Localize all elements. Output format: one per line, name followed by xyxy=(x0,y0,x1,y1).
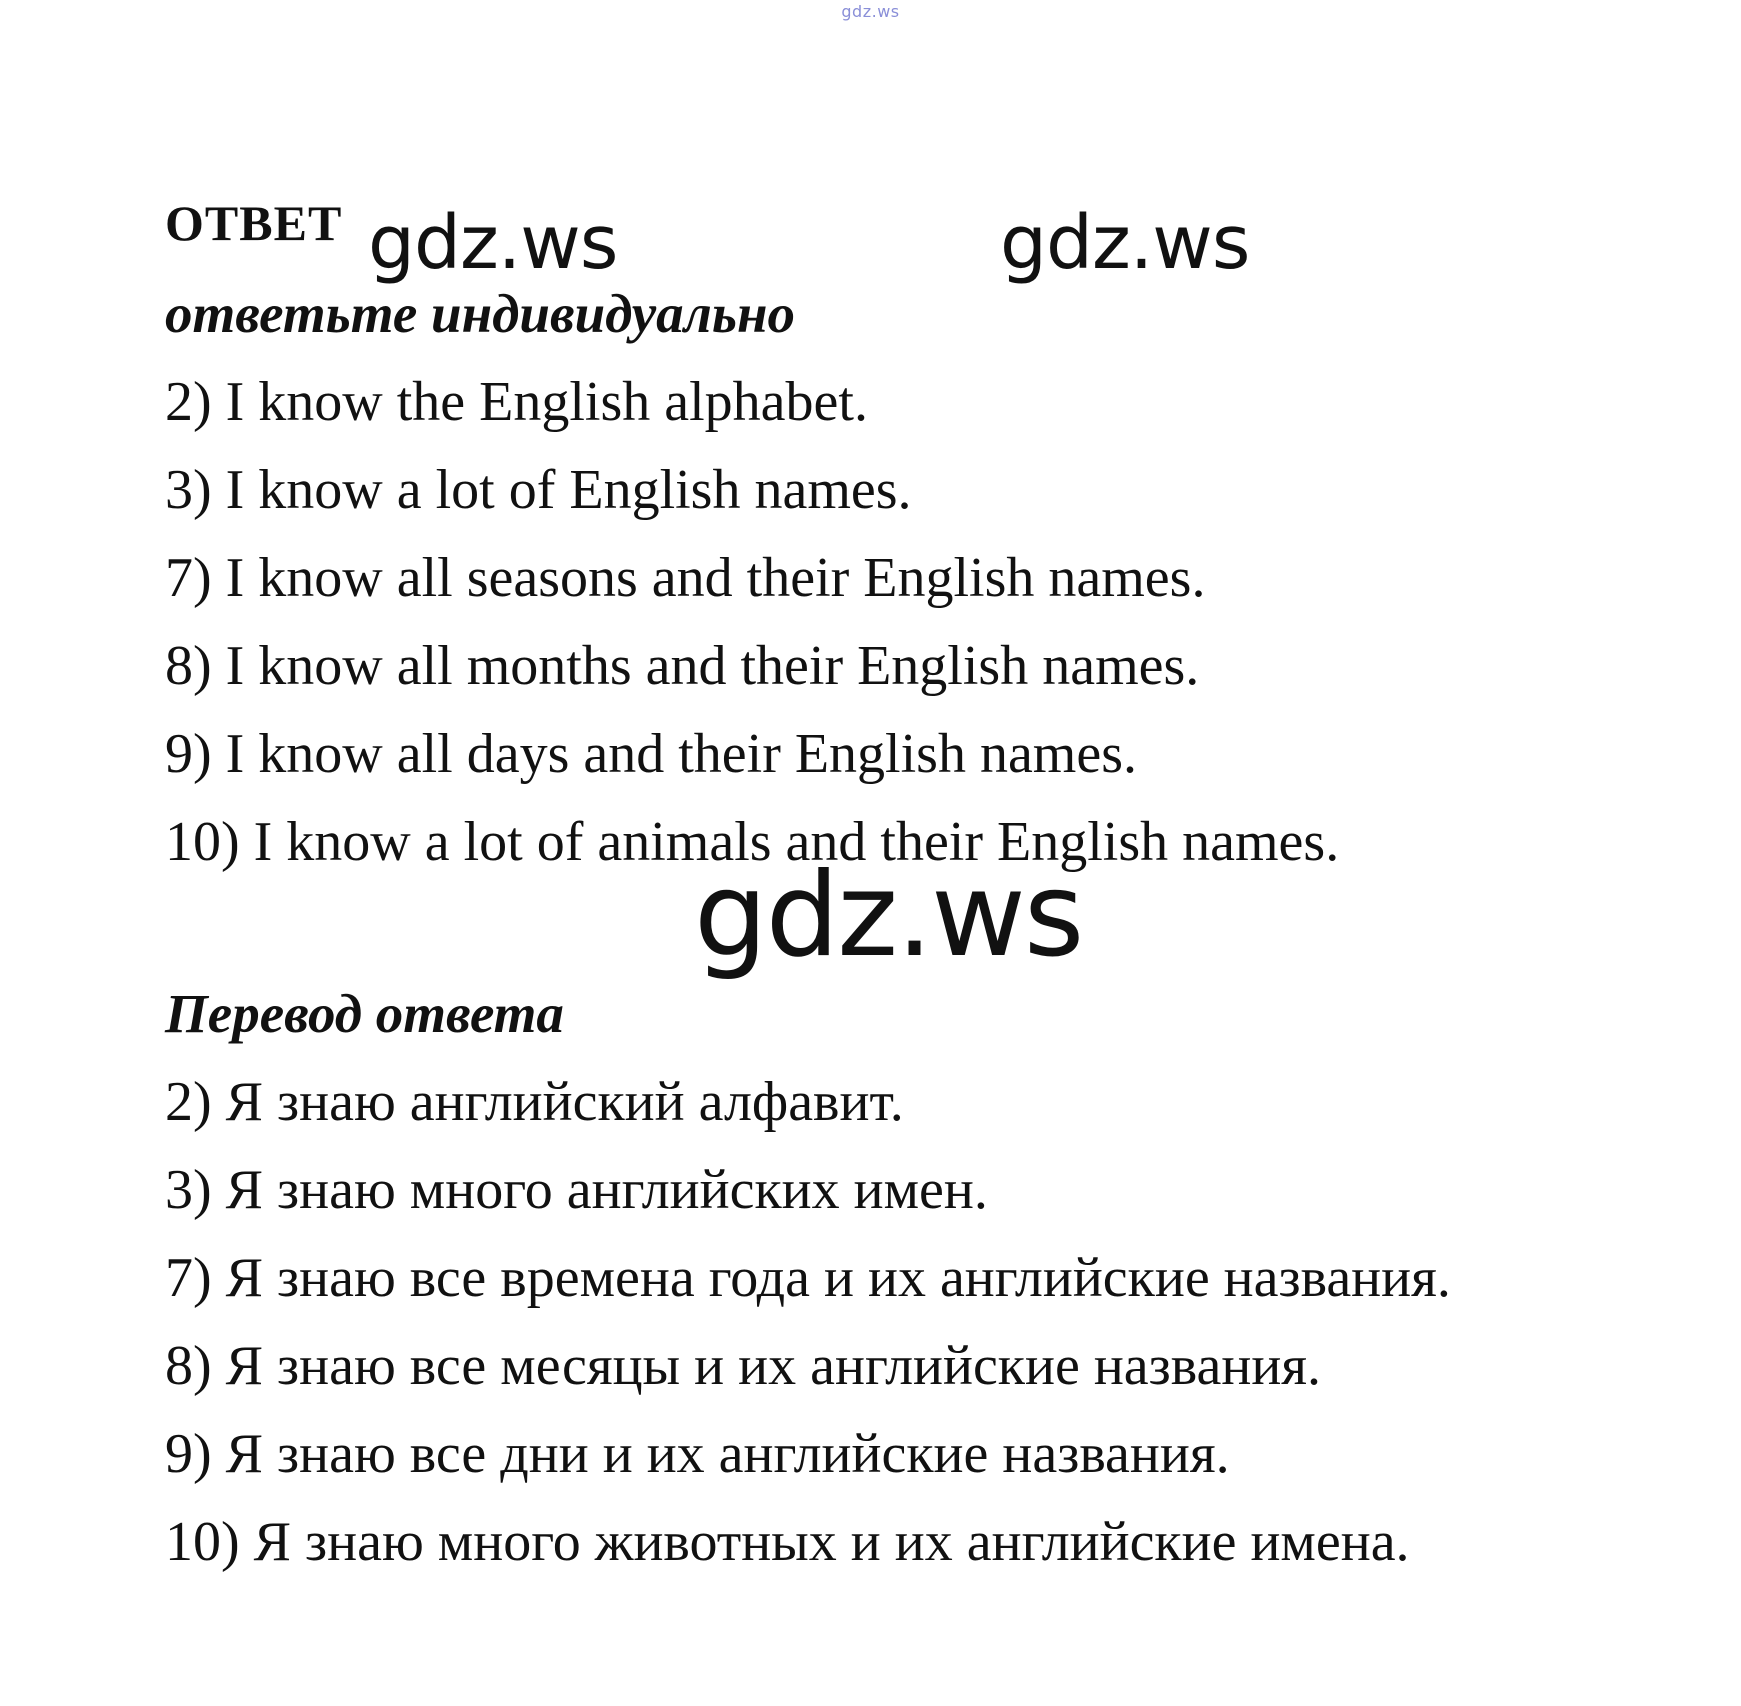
translation-line: 9) Я знаю все дни и их английские названия. xyxy=(165,1423,1230,1485)
english-answers-list xyxy=(165,358,1339,886)
answer-line: 9) I know all days and their English names. xyxy=(165,723,1138,785)
answer-line: 3) I know a lot of English names. xyxy=(165,459,912,521)
translation-line: 8) Я знаю все месяцы и их английские названия. xyxy=(165,1335,1322,1397)
russian-translation-list xyxy=(165,1058,1451,1586)
answer-line: 10) I know a lot of animals and their English names. xyxy=(165,811,1340,873)
top-watermark-text: gdz.ws xyxy=(841,2,900,21)
answer-line: 2) I know the English alphabet. xyxy=(165,371,868,433)
individual-answer-note: ответьте индивидуально xyxy=(165,283,796,344)
translation-line: 2) Я знаю английский алфавит. xyxy=(165,1071,904,1133)
translation-line: 10) Я знаю много животных и их английские имена. xyxy=(165,1511,1410,1573)
translation-line: 3) Я знаю много английских имен. xyxy=(165,1159,988,1221)
watermark-logo: gdz.ws xyxy=(1000,200,1250,286)
translation-line: 7) Я знаю все времена года и их английские названия. xyxy=(165,1247,1451,1309)
answer-line: 8) I know all months and their English names. xyxy=(165,635,1200,697)
translation-heading: Перевод ответа xyxy=(165,983,564,1044)
watermark-logo-large: gdz.ws xyxy=(694,848,1083,983)
watermark-logo: gdz.ws xyxy=(368,200,618,286)
answer-heading: ОТВЕТ xyxy=(165,195,343,251)
answer-line: 7) I know all seasons and their English names. xyxy=(165,547,1206,609)
